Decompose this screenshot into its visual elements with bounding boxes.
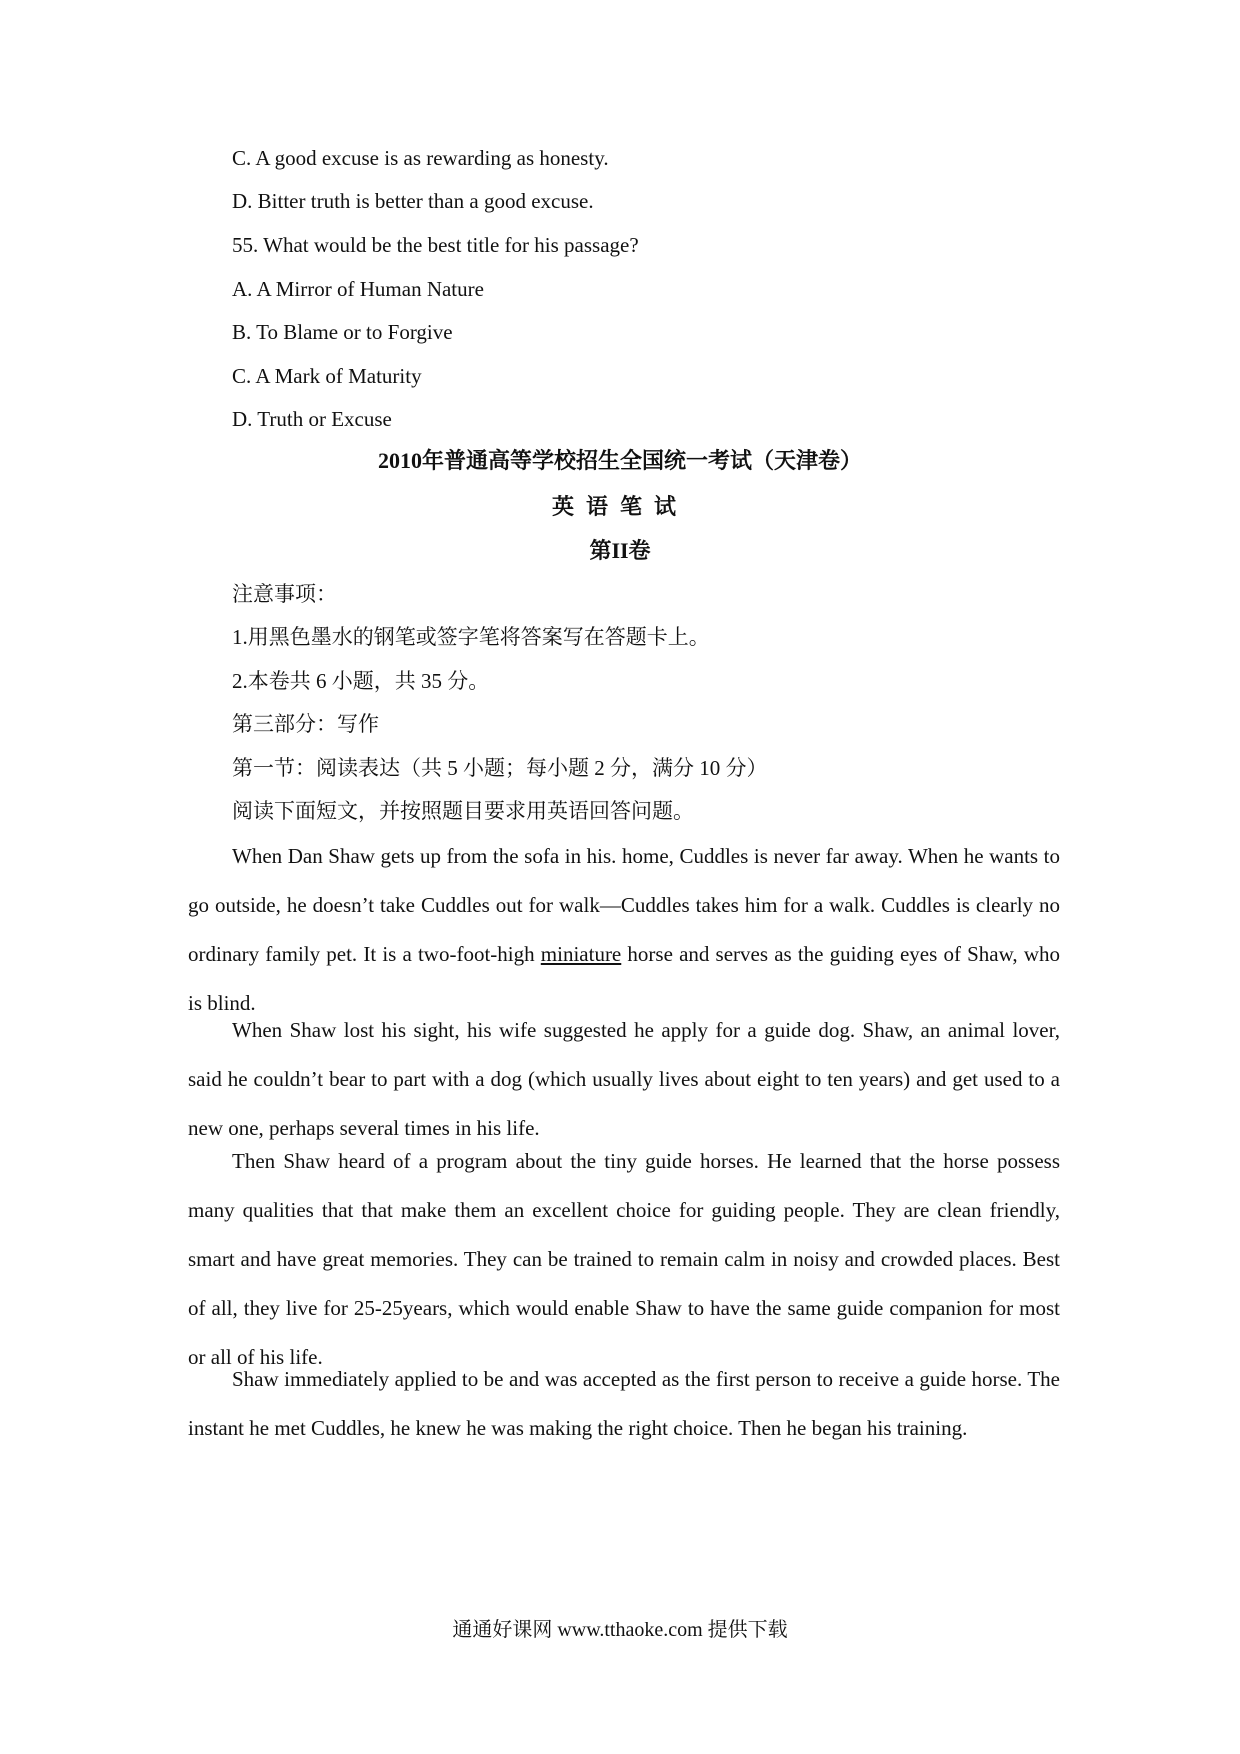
question-55-option-b: B. To Blame or to Forgive bbox=[232, 320, 453, 344]
question-55-stem: 55. What would be the best title for his passage? bbox=[232, 233, 639, 257]
passage-p4-text: Shaw immediately applied to be and was accepted as the first person to receive a guide horse. The instant he met Cuddles, he knew he was making the right choice. Then he began his training. bbox=[188, 1367, 1060, 1440]
passage-p1-text-after: horse and serves as the guiding eyes of Shaw, who is blind. bbox=[188, 942, 1060, 1015]
passage-p3-text: Then Shaw heard of a program about the tiny guide horses. He learned that the horse possess many qualities that that make them an excellent choice for guiding people. They are clean friendly, smart and have great memories. They can be trained to remain calm in noisy and crowded places. Best of all, they live for 25-25years, which would enable Shaw to have the same guide companion for most or all of his life. bbox=[188, 1149, 1060, 1369]
passage-paragraph-3 bbox=[188, 1137, 1060, 1382]
reading-instruction: 阅读下面短文，并按照题目要求用英语回答问题。 bbox=[232, 799, 694, 823]
notes-item-2: 2.本卷共 6 小题，共 35 分。 bbox=[232, 669, 490, 693]
passage-paragraph-2 bbox=[188, 1006, 1060, 1153]
option-d-prev: D. Bitter truth is better than a good excuse. bbox=[232, 189, 594, 213]
exam-volume: 第II卷 bbox=[589, 538, 651, 563]
passage-p2-text: When Shaw lost his sight, his wife suggested he apply for a guide dog. Shaw, an animal lover, said he couldn’t bear to part with a dog (which usually lives about eight to ten years) and get used to a new one, perhaps several times in his life. bbox=[188, 1018, 1060, 1140]
passage-paragraph-4 bbox=[188, 1355, 1060, 1453]
notes-item-1: 1.用黑色墨水的钢笔或签字笔将答案写在答题卡上。 bbox=[232, 625, 710, 649]
exam-subject: 英语笔试 bbox=[551, 494, 688, 519]
notes-heading: 注意事项： bbox=[232, 582, 337, 606]
part-title: 第三部分：写作 bbox=[232, 712, 379, 736]
exam-title: 2010年普通高等学校招生全国统一考试（天津卷） bbox=[377, 448, 862, 473]
section-title: 第一节：阅读表达（共 5 小题；每小题 2 分，满分 10 分） bbox=[232, 756, 768, 780]
question-55-option-a: A. A Mirror of Human Nature bbox=[232, 277, 484, 301]
passage-paragraph-1 bbox=[188, 832, 1060, 1028]
passage-p1-text-before: When Dan Shaw gets up from the sofa in his. home, Cuddles is never far away. When he wants to go outside, he doesn’t take Cuddles out for walk—Cuddles takes him for a walk. Cuddles is clearly no ordinary family pet. It is a two-foot-high bbox=[188, 844, 1060, 966]
underlined-word: miniature bbox=[540, 942, 622, 966]
option-c-prev: C. A good excuse is as rewarding as honesty. bbox=[232, 146, 609, 170]
page-footer: 通通好课网 www.tthaoke.com 提供下载 bbox=[452, 1619, 788, 1641]
question-55-option-c: C. A Mark of Maturity bbox=[232, 364, 422, 388]
question-55-option-d: D. Truth or Excuse bbox=[232, 407, 392, 431]
